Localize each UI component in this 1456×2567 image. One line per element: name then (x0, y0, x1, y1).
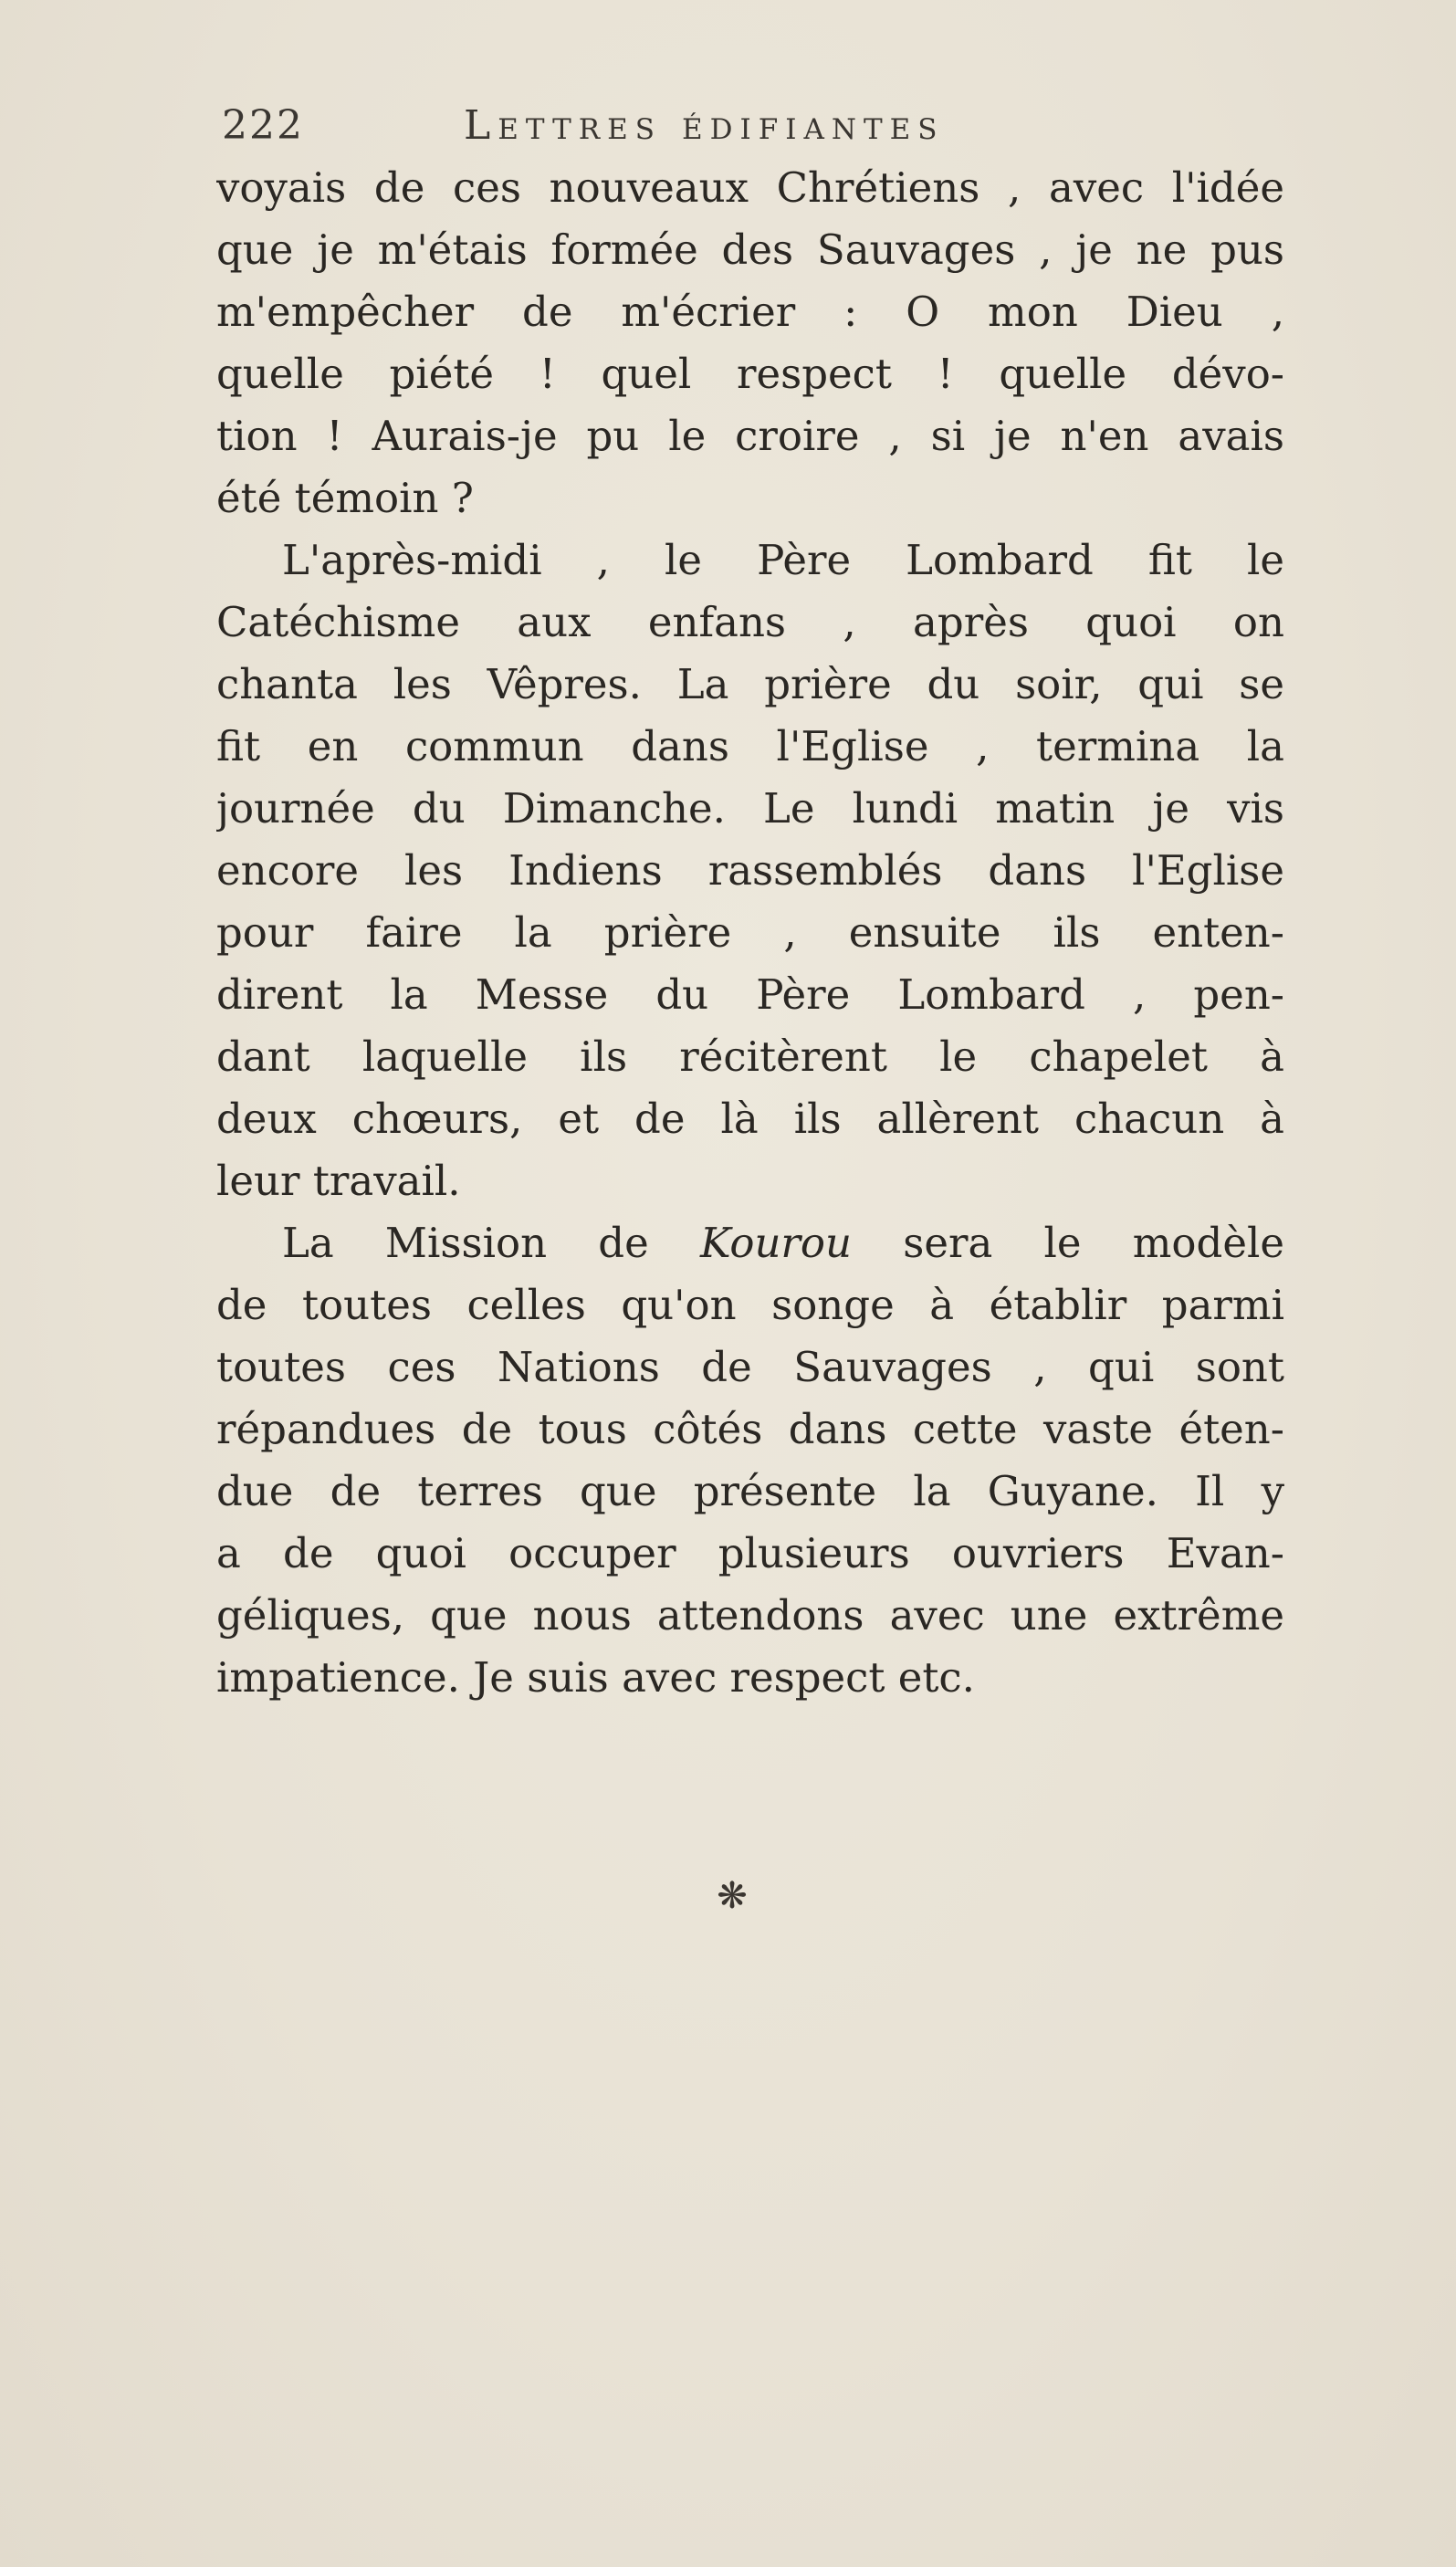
text-line: quelle piété ! quel respect ! quelle dévo- (216, 350, 1284, 398)
text-line: encore les Indiens rassemblés dans l'Eglise (216, 846, 1284, 895)
text-line: Catéchisme aux enfans , après quoi on (216, 598, 1284, 646)
text-line: tion ! Aurais-je pu le croire , si je n'en avais (216, 412, 1284, 460)
text-line: toutes ces Nations de Sauvages , qui sont (216, 1343, 1284, 1391)
fleuron-icon: ❋ (717, 1875, 748, 1917)
text-line: de toutes celles qu'on songe à établir parmi (216, 1281, 1284, 1329)
text-line: impatience. Je suis avec respect etc. (216, 1653, 975, 1702)
text-line (216, 1212, 1284, 1274)
text-line: L'après-midi , le Père Lombard fit le (282, 536, 1284, 584)
text-line: m'empêcher de m'écrier : O mon Dieu , (216, 288, 1284, 336)
text-line: journée du Dimanche. Le lundi matin je vis (216, 784, 1284, 833)
page-number: 222 (222, 102, 304, 149)
running-title: Lettres édifiantes (464, 102, 945, 149)
place-name-kourou: Kourou (699, 1219, 853, 1267)
text-line: été témoin ? (216, 474, 474, 522)
text-line: géliques, que nous attendons avec une extrême (216, 1591, 1284, 1640)
text-line: fit en commun dans l'Eglise , termina la (216, 722, 1284, 770)
text-fragment: sera le modèle (903, 1219, 1284, 1267)
text-line: leur travail. (216, 1157, 461, 1205)
text-line: voyais de ces nouveaux Chrétiens , avec l'idée (216, 163, 1284, 212)
body-text (216, 157, 1284, 1709)
text-line: dirent la Messe du Père Lombard , pen- (216, 970, 1284, 1019)
text-line: due de terres que présente la Guyane. Il y (216, 1467, 1284, 1515)
text-line: chanta les Vêpres. La prière du soir, qui se (216, 660, 1284, 708)
text-line: dant laquelle ils récitèrent le chapelet à (216, 1032, 1284, 1081)
text-line: que je m'étais formée des Sauvages , je ne pus (216, 225, 1284, 274)
page-header (222, 102, 1285, 157)
text-line: a de quoi occuper plusieurs ouvriers Evan- (216, 1529, 1284, 1577)
text-line: répandues de tous côtés dans cette vaste éten- (216, 1405, 1284, 1453)
text-fragment: La Mission de (282, 1219, 649, 1267)
text-line: pour faire la prière , ensuite ils enten- (216, 908, 1284, 957)
text-line: deux chœurs, et de là ils allèrent chacun à (216, 1095, 1284, 1143)
